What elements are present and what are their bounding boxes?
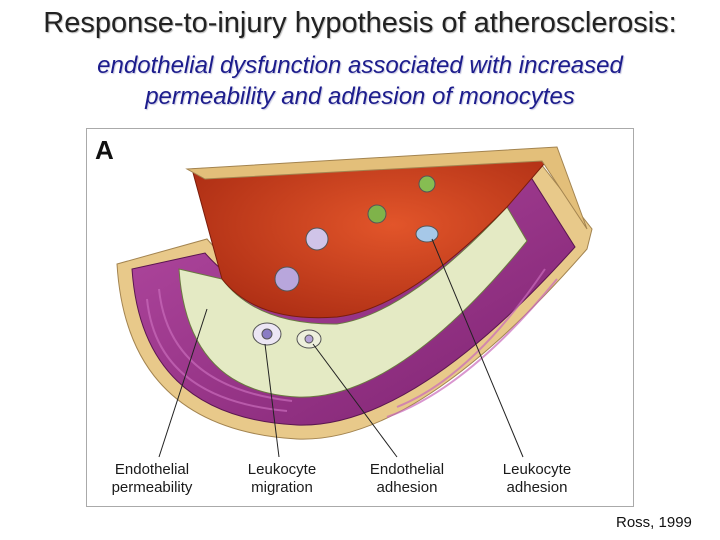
leukocyte-cell [416, 226, 438, 242]
leukocyte-cell [368, 205, 386, 223]
panel-letter: A [95, 135, 114, 165]
label-leukocyte-migration: Leukocyte migration [247, 461, 317, 496]
leukocyte-cell [275, 267, 299, 291]
slide-title: Response-to-injury hypothesis of atherosclerosis: [43, 7, 677, 39]
label-leukocyte-adhesion: Leukocyte adhesion [502, 461, 572, 496]
artery-figure [86, 128, 634, 507]
label-endothelial-adhesion: Endothelial adhesion [369, 461, 445, 496]
leukocyte-cell [306, 228, 328, 250]
artery-illustration [87, 129, 633, 506]
subtitle-line-1: endothelial dysfunction associated with increased [97, 52, 623, 79]
subtitle-line-2: permeability and adhesion of monocytes [145, 83, 575, 110]
slide-subtitle [30, 50, 690, 112]
leukocyte-cell [419, 176, 435, 192]
citation-credit: Ross, 1999 [616, 514, 692, 531]
label-endothelial-permeability: Endothelial permeability [111, 461, 193, 496]
